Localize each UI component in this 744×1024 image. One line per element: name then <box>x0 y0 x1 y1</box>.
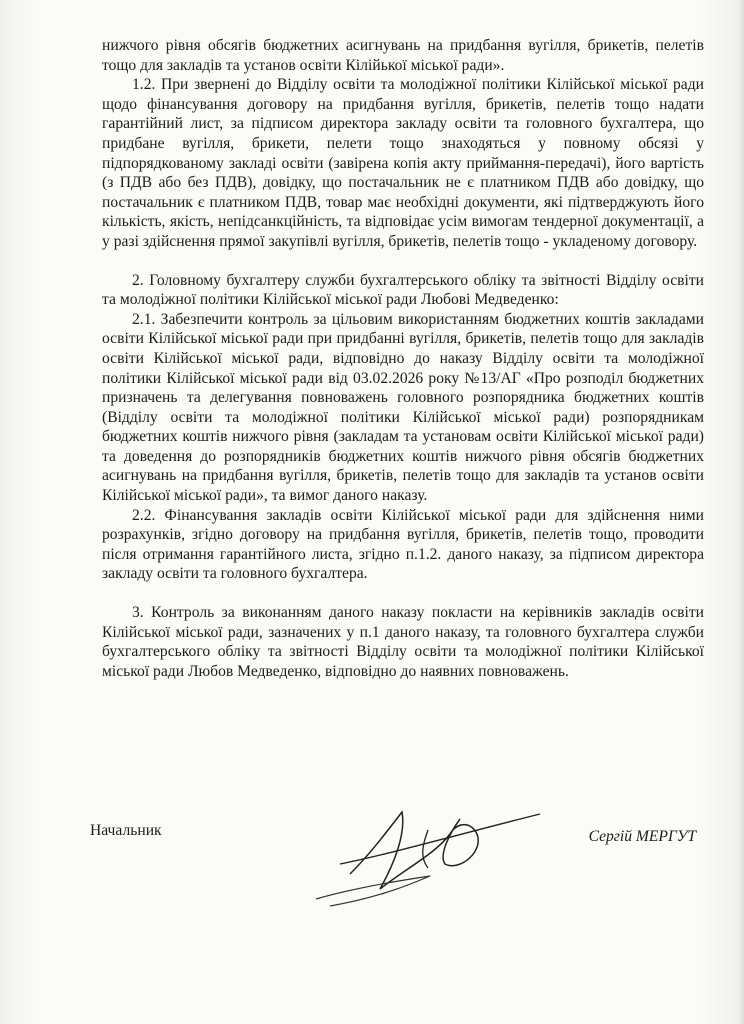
paragraph-2-2: 2.2. Фінансування закладів освіти Кілійської міської ради для здійснення ними розрахунків, згідно договору на придбання вугілля, брикетів, пелетів тощо, проводити після отримання гарантійного листа, згідно п.1.2. даного наказу, за підписом директора закладу освіти та головного бухгалтера. <box>102 506 704 583</box>
paragraph-2: 2. Головному бухгалтеру служби бухгалтерського обліку та звітності Відділу освіти та молодіжної політики Кілійської міської ради Любові Медведенко: <box>102 271 704 309</box>
document-body <box>102 36 704 681</box>
signature-block <box>90 812 696 922</box>
handwritten-signature <box>310 794 560 914</box>
signatory-title: Начальник <box>90 822 162 839</box>
paragraph-3: 3. Контроль за виконанням даного наказу покласти на керівників закладів освіти Кілійської міської ради, зазначених у п.1 даного наказу, та головного бухгалтера служби бухгалтерського обліку та звітності Відділу освіти та молодіжної політики Кілійської міської ради Любов Медведенко, відповідно до наявних повноважень. <box>102 604 704 680</box>
signatory-name: Сергій МЕРГУТ <box>588 828 696 845</box>
paragraph-1-2: 1.2. При звернені до Відділу освіти та молодіжної політики Кілійської міської ради щодо фінансування договору на придбання вугілля, брикетів, пелетів тощо надати гарантійний лист, за підписом директора закладу освіти та головного бухгалтера, що придбане вугілля, брикети, пелети тощо знаходяться у повному обсязі у підпорядкованому закладі освіти (завірена копія акту приймання-передачі), його вартість (з ПДВ або без ПДВ), довідку, що постачальник не є платником ПДВ або довідку, що постачальник є платником ПДВ, товар має необхідні документи, які підтверджують його кількість, якість, непідсанкційність, та відповідає усім вимогам тендерної документації, а у разі здійснення прямої закупівлі вугілля, брикетів, пелетів тощо - укладеному договору. <box>102 76 704 250</box>
paragraph-continuation: нижчого рівня обсягів бюджетних асигнувань на придбання вугілля, брикетів, пелетів тощо для закладів та установ освіти Кілійької міської ради». <box>102 37 704 74</box>
page-edge-shadow <box>738 0 744 1024</box>
paragraph-2-1: 2.1. Забезпечити контроль за цільовим використанням бюджетних коштів закладами освіти Кілійської міської ради при придбанні вугілля, брикетів, пелетів тощо для закладів освіти Кілійської міської ради, відповідно до наказу Відділу освіти та молодіжної політики Кілійської міської ради від 03.02.2026 року №13/АГ «Про розподіл бюджетних призначень та делегування повноважень головного розпорядника бюджетних коштів (Відділу освіти та молодіжної політики Кілійської міської ради) розпорядникам бюджетних коштів нижчого рівня (закладам та установам освіти Кілійської міської ради) та доведення до розпорядників бюджетних коштів нижчого рівня обсягів бюджетних асигнувань на придбання вугілля, брикетів, пелетів тощо для закладів та установ освіти Кілійської міської ради», та вимог даного наказу. <box>102 310 704 505</box>
